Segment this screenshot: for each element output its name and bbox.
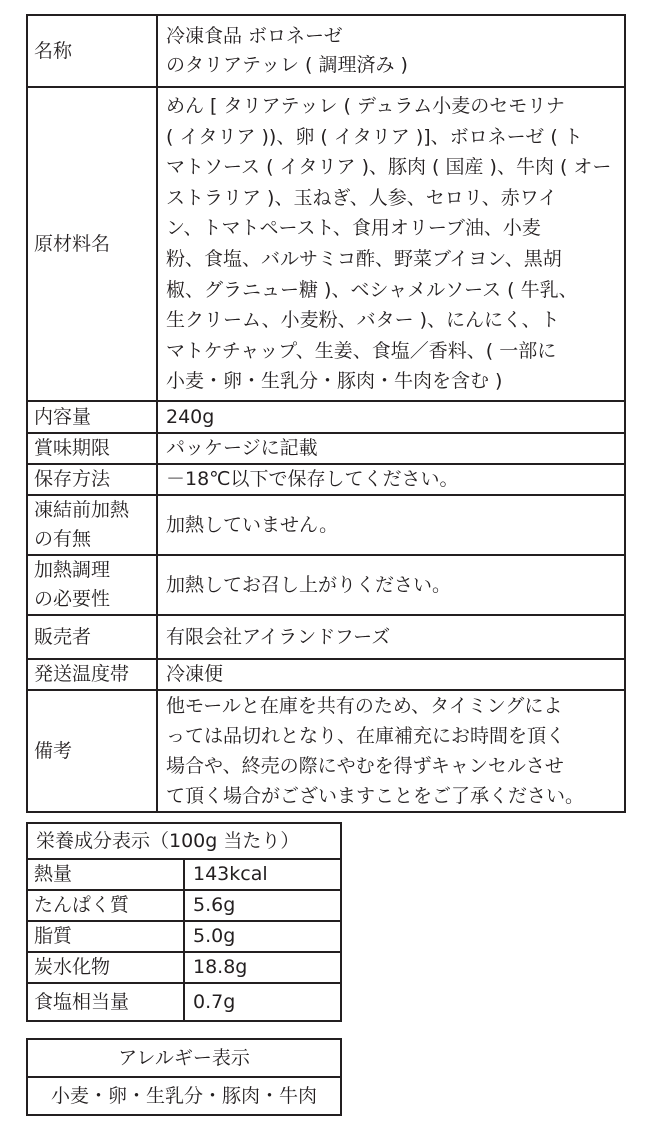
best-before-value: パッケージに記載	[157, 433, 625, 464]
nutrition-label-fat: 脂質	[27, 921, 184, 952]
product-spec-table	[26, 14, 626, 813]
nutrition-row	[27, 890, 341, 921]
nutrition-title: 栄養成分表示（100g 当たり）	[27, 823, 341, 859]
spec-row-volume	[27, 401, 625, 433]
seller-label: 販売者	[27, 615, 157, 659]
remarks-label: 備考	[27, 690, 157, 812]
allergen-header-row	[27, 1039, 341, 1077]
nutrition-table	[26, 822, 342, 1022]
best-before-label: 賞味期限	[27, 433, 157, 464]
spec-row-ingredients	[27, 87, 625, 401]
spec-row-name	[27, 15, 625, 87]
preheated-value: 加熱していません。	[157, 495, 625, 555]
shipping-label: 発送温度帯	[27, 659, 157, 690]
spec-row-storage	[27, 464, 625, 495]
seller-value: 有限会社アイランドフーズ	[157, 615, 625, 659]
name-label: 名称	[27, 15, 157, 87]
nutrition-value-fat: 5.0g	[184, 921, 341, 952]
cooking-label: 加熱調理 の必要性	[27, 555, 157, 615]
spec-row-seller	[27, 615, 625, 659]
preheated-label: 凍結前加熱 の有無	[27, 495, 157, 555]
spec-row-preheated	[27, 495, 625, 555]
name-value: 冷凍食品 ボロネーゼ のタリアテッレ ( 調理済み )	[157, 15, 625, 87]
nutrition-value-carbohydrate: 18.8g	[184, 952, 341, 983]
nutrition-label-energy: 熱量	[27, 859, 184, 890]
volume-label: 内容量	[27, 401, 157, 433]
spec-row-best-before	[27, 433, 625, 464]
storage-value: －18℃以下で保存してください。	[157, 464, 625, 495]
cooking-value: 加熱してお召し上がりください。	[157, 555, 625, 615]
remarks-value: 他モールと在庫を共有のため、タイミングによ っては品切れとなり、在庫補充にお時間を頂く 場合や、終売の際にやむを得ずキャンセルさせ て頂く場合がございますことをご了承ください。	[157, 690, 625, 812]
nutrition-value-protein: 5.6g	[184, 890, 341, 921]
nutrition-row	[27, 859, 341, 890]
nutrition-label-protein: たんぱく質	[27, 890, 184, 921]
nutrition-label-salt: 食塩相当量	[27, 983, 184, 1021]
allergen-value-row	[27, 1077, 341, 1115]
storage-label: 保存方法	[27, 464, 157, 495]
ingredients-label: 原材料名	[27, 87, 157, 401]
ingredients-value: めん [ タリアテッレ ( デュラム小麦のセモリナ ( イタリア ))、卵 ( イタリア )]、ボロネーゼ ( ト マトソース ( イタリア )、豚肉 ( 国産 )、牛肉 ( オー ストラリア )、玉ねぎ、人参、セロリ、赤ワイ ン、トマトペースト、食用オリーブ油、小麦 粉、食塩、バルサミコ酢、野菜ブイヨン、黒胡 椒、グラニュー糖 )、ベシャメルソース ( 牛乳、 生クリーム、小麦粉、バター )、にんにく、ト マトケチャップ、生姜、食塩／香料、( 一部に 小麦・卵・生乳分・豚肉・牛肉を含む )	[157, 87, 625, 401]
allergen-title: アレルギー表示	[27, 1039, 341, 1077]
allergen-value: 小麦・卵・生乳分・豚肉・牛肉	[27, 1077, 341, 1115]
nutrition-row	[27, 921, 341, 952]
nutrition-value-energy: 143kcal	[184, 859, 341, 890]
spec-row-remarks	[27, 690, 625, 812]
nutrition-value-salt: 0.7g	[184, 983, 341, 1021]
nutrition-label-carbohydrate: 炭水化物	[27, 952, 184, 983]
nutrition-header-row	[27, 823, 341, 859]
spec-row-cooking	[27, 555, 625, 615]
nutrition-row	[27, 983, 341, 1021]
shipping-value: 冷凍便	[157, 659, 625, 690]
nutrition-row	[27, 952, 341, 983]
volume-value: 240g	[157, 401, 625, 433]
spec-row-shipping	[27, 659, 625, 690]
allergen-table	[26, 1038, 342, 1116]
